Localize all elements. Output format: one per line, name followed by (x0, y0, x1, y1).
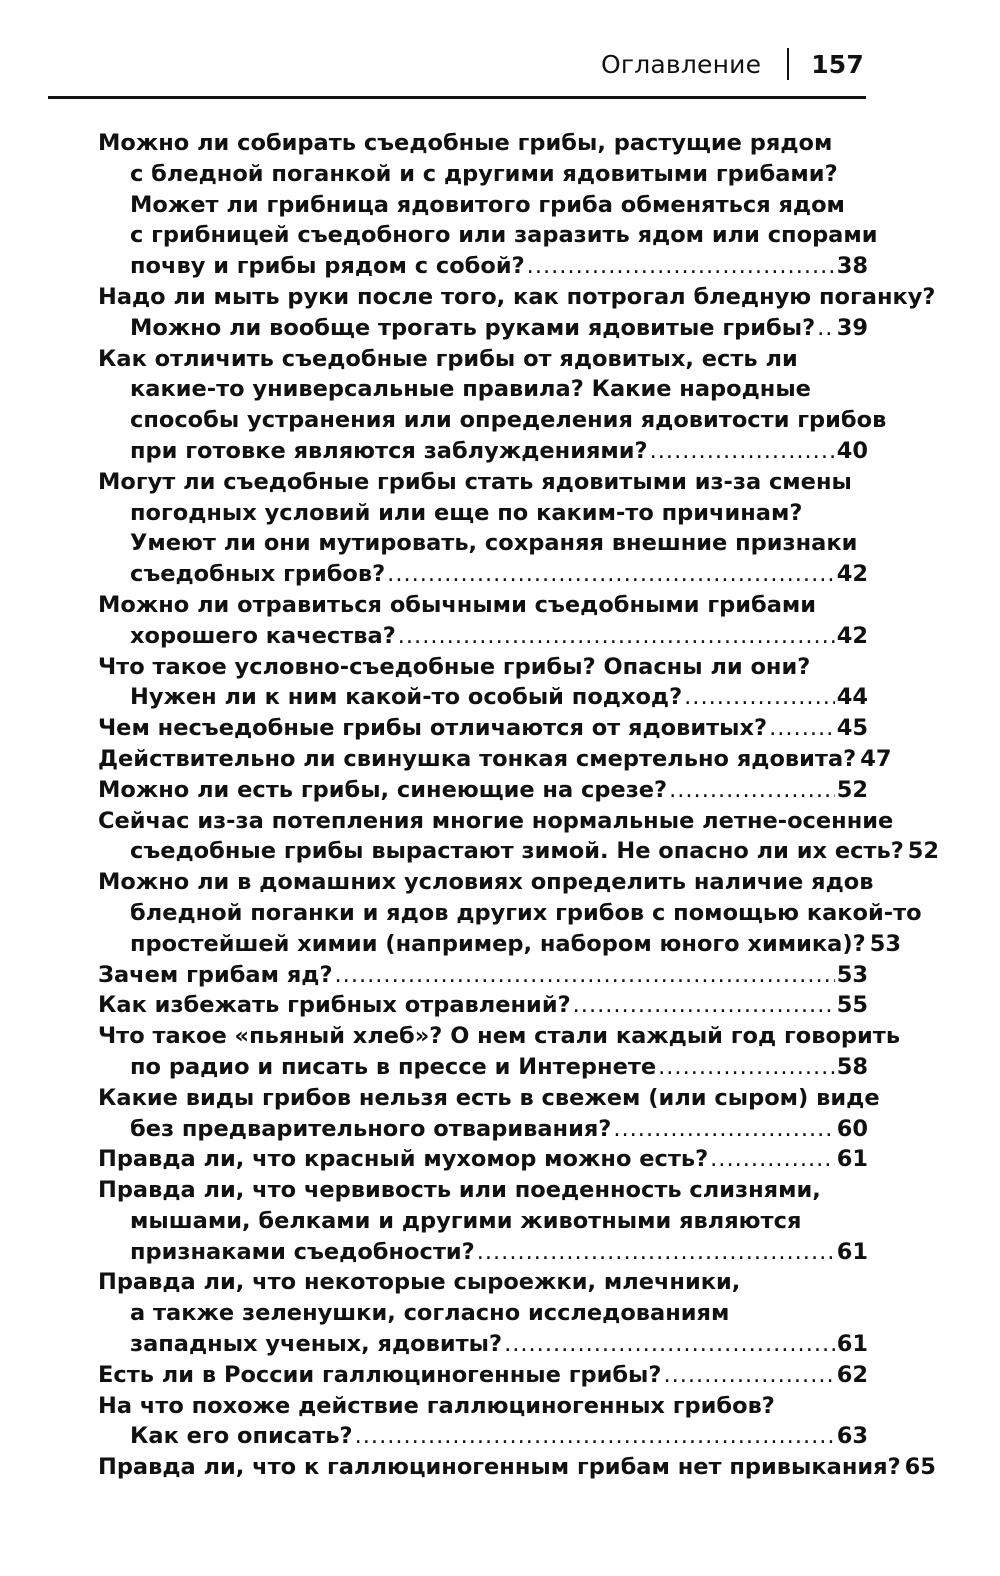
toc-page-number: 39 (836, 314, 868, 341)
toc-entry-last-line (98, 1421, 868, 1452)
toc-page-number: 52 (836, 776, 868, 803)
toc-entry (98, 1360, 868, 1391)
toc-entry-last-line (98, 1052, 868, 1083)
toc-entry-line: с бледной поганкой и с другими ядовитыми грибами? (130, 160, 838, 187)
dot-leader (504, 1329, 835, 1360)
toc-entry (98, 1083, 880, 1145)
toc-entry (98, 990, 868, 1021)
section-title: Оглавление (601, 49, 762, 79)
toc-entry (98, 713, 868, 744)
toc-entry-line: Как отличить съедобные грибы от ядовитых, есть ли (98, 345, 798, 372)
toc-page-number: 61 (836, 1238, 868, 1265)
dot-leader (650, 436, 835, 467)
toc-entry (98, 1175, 868, 1267)
toc-entry-line: какие-то универсальные правила? Какие народные (130, 376, 811, 403)
toc-entry-text: Правда ли, что красный мухомор можно есть? (98, 1146, 709, 1173)
toc-entry-last-line (98, 621, 868, 652)
toc-entry (98, 128, 878, 282)
header-separator (787, 48, 789, 80)
dot-leader (669, 775, 835, 806)
toc-entry-line: Сейчас из-за потепления многие нормальные летне-осенние (98, 807, 894, 834)
toc-entry-text: почву и грибы рядом с собой? (130, 253, 525, 280)
toc-entry-last-line (98, 251, 868, 282)
toc-entry-last-line (98, 1360, 868, 1391)
toc-entry (98, 775, 868, 806)
toc-entry (98, 867, 922, 959)
dot-leader (398, 621, 835, 652)
toc-entry-last-line (98, 559, 868, 590)
toc-entry (98, 590, 868, 652)
toc-entry-last-line (98, 713, 868, 744)
toc-entry-line: На что похоже действие галлюциногенных грибов? (98, 1392, 775, 1419)
toc-entry-text: съедобных грибов? (130, 561, 386, 588)
toc-entry (98, 1144, 868, 1175)
toc-entry (98, 282, 936, 344)
toc-entry-line: мышами, белками и другими животными являются (130, 1207, 802, 1234)
toc-entry-line: Надо ли мыть руки после того, как потрогал бледную поганку? (98, 283, 936, 310)
toc-entry-text: по радио и писать в прессе и Интернете (130, 1053, 657, 1080)
toc-entry-last-line (98, 836, 940, 867)
toc-entry-line: способы устранения или определения ядовитости грибов (130, 407, 887, 434)
dot-leader (527, 251, 835, 282)
toc-entry (98, 744, 892, 775)
toc-entry-text: Правда ли, что к галлюциногенным грибам нет привыкания? (98, 1454, 901, 1481)
toc-entry-last-line (98, 682, 868, 713)
toc-page-number: 38 (836, 253, 868, 280)
toc-entry-line: а также зеленушки, согласно исследованиям (130, 1300, 730, 1327)
toc-entry-text: Зачем грибам яд? (98, 961, 333, 988)
toc-entry-text: Есть ли в России галлюциногенные грибы? (98, 1361, 662, 1388)
toc-entry (98, 652, 868, 714)
toc-entry-last-line (98, 1144, 868, 1175)
toc-page-number: 52 (907, 838, 940, 865)
toc-page-number: 62 (836, 1361, 868, 1388)
dot-leader (658, 1052, 835, 1083)
toc-entry-text: Можно ли есть грибы, синеющие на срезе? (98, 776, 668, 803)
header-rule (48, 96, 866, 99)
dot-leader (573, 990, 835, 1021)
toc-entry-last-line (98, 1237, 868, 1268)
toc-entry (98, 1021, 901, 1083)
toc-entry (98, 344, 887, 467)
toc-entry-line: с грибницей съедобного или заразить ядом или спорами (130, 222, 878, 249)
toc-page-number: 44 (836, 684, 868, 711)
toc-entry-last-line (98, 436, 868, 467)
toc-entry-line: Можно ли в домашних условиях определить наличие ядов (98, 869, 874, 896)
toc-entry-line: Что такое условно-съедобные грибы? Опасны ли они? (98, 653, 811, 680)
dot-leader (387, 559, 835, 590)
toc-entry-text: Нужен ли к ним какой-то особый подход? (130, 684, 683, 711)
dot-leader (684, 682, 835, 713)
toc-entry-text: при готовке являются заблуждениями? (130, 437, 648, 464)
toc-entry-last-line (98, 775, 868, 806)
toc-entry-last-line (98, 744, 892, 775)
toc-entry-text: признаками съедобности? (130, 1238, 475, 1265)
toc-page-number: 53 (836, 961, 868, 988)
toc-entry-last-line (98, 929, 902, 960)
toc-entry (98, 1391, 868, 1453)
dot-leader (477, 1237, 835, 1268)
toc-entry (98, 960, 868, 991)
toc-entry-line: Можно ли собирать съедобные грибы, растущие рядом (98, 130, 833, 156)
toc-entry-text: простейшей химии (например, набором юного химика)? (130, 930, 866, 957)
toc-page-number: 42 (836, 622, 868, 649)
toc-entry-last-line (98, 960, 868, 991)
toc-entry-text: Можно ли вообще трогать руками ядовитые грибы? (130, 314, 816, 341)
toc-entry-last-line (98, 1114, 868, 1145)
toc-entry-line: Что такое «пьяный хлеб»? О нем стали каждый год говорить (98, 1023, 901, 1050)
toc-page-number: 53 (869, 930, 902, 957)
dot-leader (769, 713, 835, 744)
toc-page-number: 60 (836, 1115, 868, 1142)
toc-entry-text: без предварительного отваривания? (130, 1115, 612, 1142)
toc-entry-text: Действительно ли свинушка тонкая смертельно ядовита? (98, 745, 857, 772)
toc-entry-text: Как избежать грибных отравлений? (98, 992, 571, 1019)
table-of-contents (98, 128, 940, 1483)
dot-leader (710, 1144, 835, 1175)
toc-entry-line: Можно ли отравиться обычными съедобными грибами (98, 591, 817, 618)
toc-entry-last-line (98, 990, 868, 1021)
toc-page-number: 42 (836, 561, 868, 588)
toc-entry-text: хорошего качества? (130, 622, 396, 649)
toc-entry-text: съедобные грибы вырастают зимой. Не опасно ли их есть? (130, 838, 904, 865)
toc-entry (98, 467, 868, 590)
toc-entry-line: Может ли грибница ядовитого гриба обменяться ядом (130, 191, 845, 218)
toc-entry-line: Какие виды грибов нельзя есть в свежем (или сыром) виде (98, 1084, 880, 1111)
toc-entry (98, 1267, 868, 1359)
toc-page-number: 55 (836, 992, 868, 1019)
toc-entry-text: Чем несъедобные грибы отличаются от ядовитых? (98, 715, 768, 742)
toc-page-number: 65 (904, 1454, 936, 1481)
dot-leader (817, 313, 835, 344)
toc-page-number: 40 (836, 437, 868, 464)
toc-page-number: 61 (836, 1146, 868, 1173)
toc-page-number: 63 (836, 1423, 868, 1450)
toc-page-number: 58 (836, 1053, 868, 1080)
dot-leader (663, 1360, 834, 1391)
toc-entry-line: Могут ли съедобные грибы стать ядовитыми из-за смены (98, 468, 852, 495)
toc-entry-line: погодных условий или еще по каким-то причинам? (130, 499, 803, 526)
dot-leader (335, 960, 835, 991)
page-number: 157 (811, 49, 864, 79)
toc-entry-line: Умеют ли они мутировать, сохраняя внешние признаки (130, 530, 858, 557)
toc-entry-line: Правда ли, что некоторые сыроежки, млечники, (98, 1269, 741, 1296)
toc-entry-last-line (98, 1329, 868, 1360)
toc-entry-last-line (98, 313, 868, 344)
running-head (601, 48, 864, 80)
toc-entry (98, 806, 940, 868)
toc-page-number: 47 (860, 745, 892, 772)
toc-entry-text: Как его описать? (130, 1423, 353, 1450)
toc-page-number: 61 (836, 1331, 868, 1358)
dot-leader (355, 1421, 835, 1452)
toc-entry-line: Правда ли, что червивость или поеденность слизнями, (98, 1177, 821, 1204)
toc-page-number: 45 (836, 715, 868, 742)
toc-entry-line: бледной поганки и ядов других грибов с помощью какой-то (130, 899, 922, 926)
dot-leader (613, 1114, 834, 1145)
toc-entry (98, 1452, 936, 1483)
toc-entry-text: западных ученых, ядовиты? (130, 1331, 503, 1358)
toc-entry-last-line (98, 1452, 936, 1483)
